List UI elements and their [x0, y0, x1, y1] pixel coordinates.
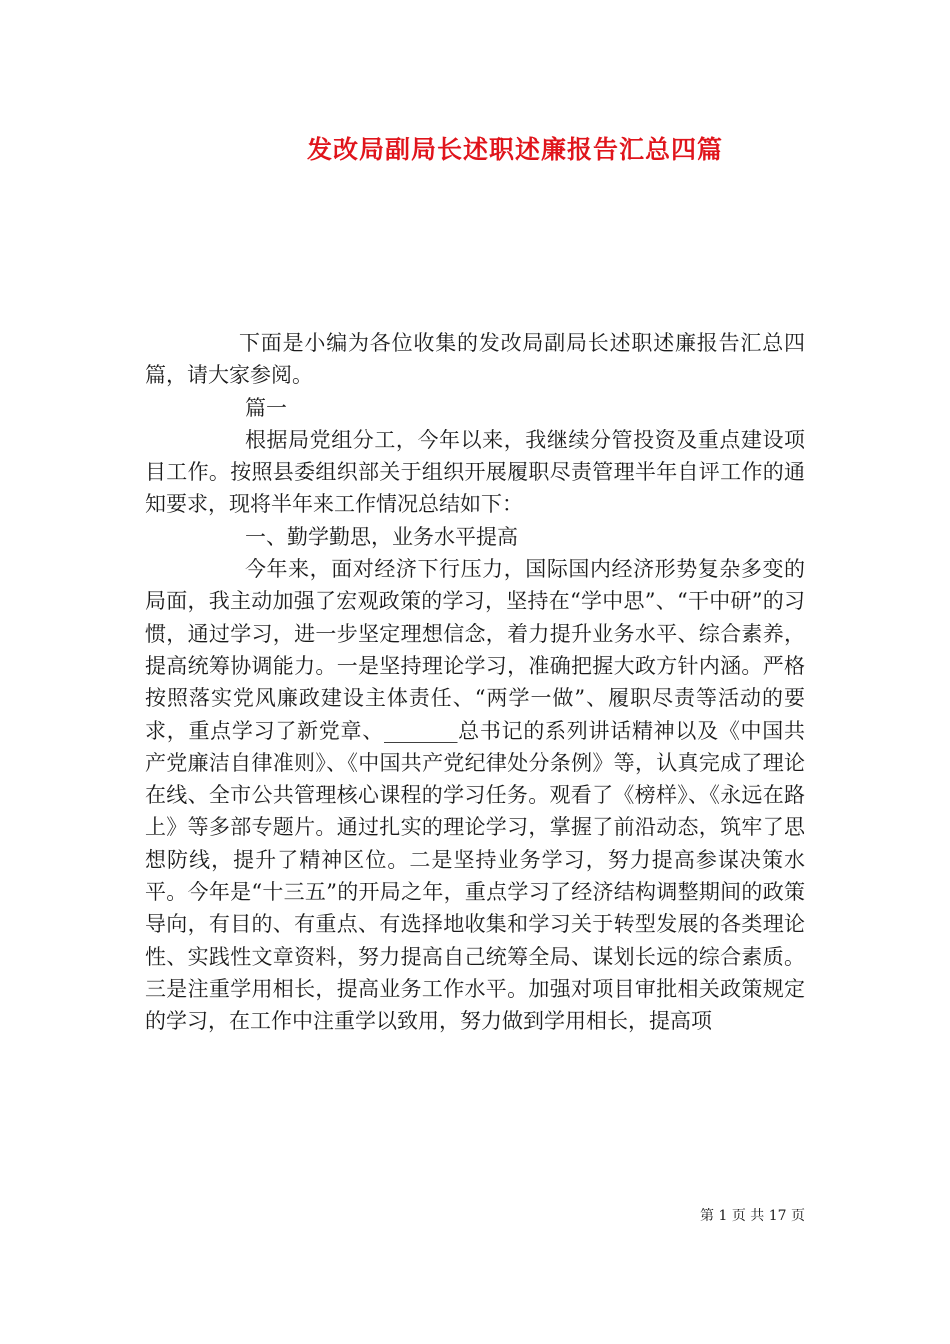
- body-paragraph-1: 根据局党组分工，今年以来，我继续分管投资及重点建设项目工作。按照县委组织部关于组织开展履职尽责管理半年自评工作的通知要求，现将半年来工作情况总结如下：: [145, 427, 805, 517]
- section-heading-1: 一、勤学勤思，业务水平提高: [245, 524, 518, 549]
- page-title: 发改局副局长述职述廉报告汇总四篇: [306, 135, 723, 164]
- body-paragraph-2: 今年来，面对经济下行压力，国际国内经济形势复杂多变的局面，我主动加强了宏观政策的学习，坚持在“学中思”、“干中研”的习惯，通过学习，进一步坚定理想信念，着力提升业务水平、综合素养，提高统筹协调能力。一是坚持理论学习，准确把握大政方针内涵。严格按照落实党风廉政建设主体责任、“两学一做”、履职尽责等活动的要求，重点学习了新党章、_______总书记的系列讲话精神以及《中国共产党廉洁自律准则》、《中国共产党纪律处分条例》等，认真完成了理论在线、全市公共管理核心课程的学习任务。观看了《榜样》、《永远在路上》等多部专题片。通过扎实的理论学习，掌握了前沿动态，筑牢了思想防线，提升了精神区位。二是坚持业务学习，努力提高参谋决策水平。今年是“十三五”的开局之年，重点学习了经济结构调整期间的政策导向，有目的、有重点、有选择地收集和学习关于转型发展的各类理论性、实践性文章资料，努力提高自己统筹全局、谋划长远的综合素质。三是注重学用相长，提高业务工作水平。加强对项目审批相关政策规定的学习，在工作中注重学以致用，努力做到学用相长，提高项: [145, 557, 805, 1034]
- document-body: [145, 327, 805, 1038]
- section-label: 篇一: [245, 395, 287, 420]
- page-number: 第 1 页 共 17 页: [700, 1208, 805, 1224]
- intro-paragraph: 下面是小编为各位收集的发改局副局长述职述廉报告汇总四篇，请大家参阅。: [145, 331, 805, 388]
